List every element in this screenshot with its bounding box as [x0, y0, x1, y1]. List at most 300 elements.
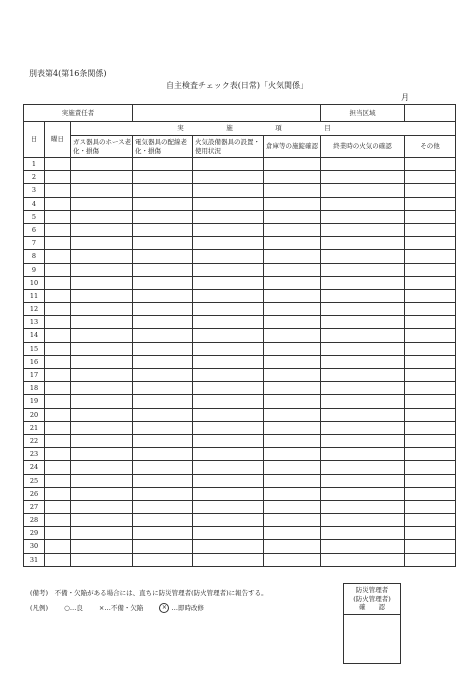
check-cell[interactable] — [264, 408, 321, 421]
check-cell[interactable] — [321, 487, 405, 500]
check-cell[interactable] — [321, 263, 405, 276]
check-cell[interactable] — [264, 250, 321, 263]
check-cell[interactable] — [321, 210, 405, 223]
check-cell[interactable] — [71, 514, 133, 527]
check-cell[interactable] — [264, 355, 321, 368]
day-number: 10 — [24, 276, 45, 289]
weekday-cell[interactable] — [45, 158, 71, 171]
table-row — [24, 303, 456, 316]
check-cell[interactable] — [264, 276, 321, 289]
check-cell[interactable] — [405, 329, 456, 342]
legend-good: ○…良 — [64, 604, 83, 612]
weekday-cell[interactable] — [45, 184, 71, 197]
check-cell[interactable] — [264, 369, 321, 382]
day-number: 29 — [24, 527, 45, 540]
check-cell[interactable] — [321, 434, 405, 447]
item-header-electric-wiring: 電気器具の配線老化・損傷 — [133, 136, 193, 158]
item-header-row — [24, 136, 456, 158]
check-cell[interactable] — [321, 369, 405, 382]
day-number: 22 — [24, 434, 45, 447]
check-cell[interactable] — [321, 342, 405, 355]
check-cell[interactable] — [321, 395, 405, 408]
check-cell[interactable] — [405, 303, 456, 316]
check-cell[interactable] — [264, 158, 321, 171]
check-cell[interactable] — [193, 223, 264, 236]
table-row — [24, 355, 456, 368]
inspector-field[interactable] — [133, 105, 321, 122]
check-cell[interactable] — [193, 408, 264, 421]
check-cell[interactable] — [264, 210, 321, 223]
table-row — [24, 263, 456, 276]
check-cell[interactable] — [264, 540, 321, 553]
weekday-cell[interactable] — [45, 355, 71, 368]
check-cell[interactable] — [405, 289, 456, 302]
weekday-cell[interactable] — [45, 487, 71, 500]
check-cell[interactable] — [264, 303, 321, 316]
day-number: 7 — [24, 237, 45, 250]
check-cell[interactable] — [193, 158, 264, 171]
check-cell[interactable] — [71, 553, 133, 566]
check-cell[interactable] — [264, 382, 321, 395]
legend-prefix: (凡例) — [30, 604, 49, 612]
check-cell[interactable] — [321, 237, 405, 250]
check-cell[interactable] — [321, 500, 405, 513]
check-cell[interactable] — [264, 421, 321, 434]
check-cell[interactable] — [133, 461, 193, 474]
check-cell[interactable] — [405, 250, 456, 263]
check-cell[interactable] — [405, 369, 456, 382]
check-cell[interactable] — [264, 223, 321, 236]
check-cell[interactable] — [193, 171, 264, 184]
area-label: 担当区域 — [321, 105, 405, 122]
check-cell[interactable] — [193, 316, 264, 329]
table-row — [24, 158, 456, 171]
check-cell[interactable] — [193, 329, 264, 342]
check-cell[interactable] — [405, 382, 456, 395]
check-cell[interactable] — [133, 303, 193, 316]
check-cell[interactable] — [405, 474, 456, 487]
table-row — [24, 223, 456, 236]
day-number: 26 — [24, 487, 45, 500]
check-cell[interactable] — [264, 514, 321, 527]
day-number: 25 — [24, 474, 45, 487]
check-cell[interactable] — [193, 434, 264, 447]
check-cell[interactable] — [321, 527, 405, 540]
check-cell[interactable] — [133, 250, 193, 263]
check-cell[interactable] — [133, 421, 193, 434]
remark-note: (備考) 不備・欠陥がある場合には、直ちに防災管理者(防火管理者)に報告する。 — [30, 589, 268, 597]
check-cell[interactable] — [321, 355, 405, 368]
weekday-cell[interactable] — [45, 553, 71, 566]
check-cell[interactable] — [133, 184, 193, 197]
implementation-items-header: 実 施 項 目 — [71, 122, 456, 136]
check-cell[interactable] — [264, 237, 321, 250]
weekday-cell[interactable] — [45, 408, 71, 421]
check-cell[interactable] — [264, 527, 321, 540]
check-cell[interactable] — [321, 276, 405, 289]
check-cell[interactable] — [71, 408, 133, 421]
check-cell[interactable] — [321, 329, 405, 342]
month-label: 月 — [401, 93, 409, 102]
check-cell[interactable] — [405, 448, 456, 461]
check-cell[interactable] — [193, 289, 264, 302]
check-cell[interactable] — [71, 500, 133, 513]
check-cell[interactable] — [71, 329, 133, 342]
day-number: 21 — [24, 421, 45, 434]
check-cell[interactable] — [193, 487, 264, 500]
check-cell[interactable] — [193, 448, 264, 461]
day-number: 9 — [24, 263, 45, 276]
check-cell[interactable] — [133, 158, 193, 171]
check-cell[interactable] — [133, 316, 193, 329]
check-cell[interactable] — [71, 263, 133, 276]
confirm-line-3: 確 認 — [359, 603, 385, 612]
area-field[interactable] — [405, 105, 456, 122]
legend — [30, 603, 218, 613]
check-cell[interactable] — [264, 448, 321, 461]
check-cell[interactable] — [133, 210, 193, 223]
check-cell[interactable] — [133, 329, 193, 342]
check-cell[interactable] — [71, 434, 133, 447]
check-cell[interactable] — [193, 263, 264, 276]
check-cell[interactable] — [133, 500, 193, 513]
weekday-cell[interactable] — [45, 540, 71, 553]
check-cell[interactable] — [133, 263, 193, 276]
check-cell[interactable] — [321, 474, 405, 487]
table-row — [24, 342, 456, 355]
table-row — [24, 514, 456, 527]
table-row — [24, 527, 456, 540]
day-number: 17 — [24, 369, 45, 382]
check-cell[interactable] — [405, 171, 456, 184]
check-cell[interactable] — [133, 474, 193, 487]
check-cell[interactable] — [193, 369, 264, 382]
table-row — [24, 553, 456, 566]
weekday-cell[interactable] — [45, 289, 71, 302]
weekday-cell[interactable] — [45, 276, 71, 289]
item-header-gas-hose: ガス器具のホース老化・損傷 — [71, 136, 133, 158]
day-number: 15 — [24, 342, 45, 355]
day-number: 2 — [24, 171, 45, 184]
day-number: 31 — [24, 553, 45, 566]
weekday-cell[interactable] — [45, 514, 71, 527]
item-header-other: その他 — [405, 136, 456, 158]
day-number: 24 — [24, 461, 45, 474]
table-row — [24, 434, 456, 447]
day-number: 4 — [24, 197, 45, 210]
check-cell[interactable] — [321, 250, 405, 263]
check-cell[interactable] — [405, 342, 456, 355]
weekday-cell[interactable] — [45, 369, 71, 382]
page-title: 自主検査チェック表(日常)「火気関係」 — [165, 81, 308, 90]
check-cell[interactable] — [193, 382, 264, 395]
check-cell[interactable] — [264, 461, 321, 474]
table-row — [24, 500, 456, 513]
check-cell[interactable] — [193, 197, 264, 210]
weekday-cell[interactable] — [45, 342, 71, 355]
check-cell[interactable] — [264, 329, 321, 342]
day-number: 28 — [24, 514, 45, 527]
inspector-label: 実施責任者 — [24, 105, 133, 122]
check-cell[interactable] — [71, 474, 133, 487]
check-cell[interactable] — [193, 540, 264, 553]
check-cell[interactable] — [405, 237, 456, 250]
weekday-cell[interactable] — [45, 421, 71, 434]
check-cell[interactable] — [133, 514, 193, 527]
form-reference: 別表第4(第16条関係) — [29, 69, 107, 78]
weekday-cell[interactable] — [45, 382, 71, 395]
check-cell[interactable] — [71, 303, 133, 316]
check-cell[interactable] — [321, 197, 405, 210]
check-cell[interactable] — [133, 553, 193, 566]
check-cell[interactable] — [71, 448, 133, 461]
check-cell[interactable] — [71, 289, 133, 302]
check-cell[interactable] — [133, 527, 193, 540]
check-cell[interactable] — [405, 158, 456, 171]
table-row — [24, 316, 456, 329]
check-cell[interactable] — [133, 171, 193, 184]
check-cell[interactable] — [264, 316, 321, 329]
table-row — [24, 474, 456, 487]
weekday-cell[interactable] — [45, 250, 71, 263]
check-cell[interactable] — [71, 197, 133, 210]
check-cell[interactable] — [405, 395, 456, 408]
check-cell[interactable] — [193, 250, 264, 263]
day-number: 3 — [24, 184, 45, 197]
check-cell[interactable] — [71, 184, 133, 197]
check-cell[interactable] — [71, 210, 133, 223]
check-cell[interactable] — [133, 448, 193, 461]
weekday-cell[interactable] — [45, 316, 71, 329]
check-cell[interactable] — [264, 263, 321, 276]
check-cell[interactable] — [321, 158, 405, 171]
table-row — [24, 184, 456, 197]
check-cell[interactable] — [133, 382, 193, 395]
check-cell[interactable] — [264, 500, 321, 513]
check-cell[interactable] — [193, 514, 264, 527]
table-row — [24, 421, 456, 434]
check-cell[interactable] — [405, 527, 456, 540]
check-cell[interactable] — [321, 171, 405, 184]
day-number: 6 — [24, 223, 45, 236]
check-cell[interactable] — [405, 184, 456, 197]
check-cell[interactable] — [193, 210, 264, 223]
check-cell[interactable] — [193, 355, 264, 368]
table-row — [24, 276, 456, 289]
check-cell[interactable] — [71, 223, 133, 236]
check-cell[interactable] — [264, 289, 321, 302]
day-number: 16 — [24, 355, 45, 368]
check-cell[interactable] — [405, 461, 456, 474]
day-number: 19 — [24, 395, 45, 408]
check-cell[interactable] — [71, 158, 133, 171]
check-cell[interactable] — [71, 276, 133, 289]
check-cell[interactable] — [405, 408, 456, 421]
day-number: 5 — [24, 210, 45, 223]
check-cell[interactable] — [193, 276, 264, 289]
check-cell[interactable] — [71, 527, 133, 540]
check-cell[interactable] — [133, 395, 193, 408]
check-cell[interactable] — [133, 369, 193, 382]
check-cell[interactable] — [405, 197, 456, 210]
check-cell[interactable] — [193, 500, 264, 513]
weekday-cell[interactable] — [45, 197, 71, 210]
check-cell[interactable] — [133, 197, 193, 210]
check-cell[interactable] — [321, 421, 405, 434]
check-cell[interactable] — [405, 210, 456, 223]
table-row — [24, 448, 456, 461]
check-cell[interactable] — [71, 487, 133, 500]
check-cell[interactable] — [405, 276, 456, 289]
weekday-cell[interactable] — [45, 527, 71, 540]
check-cell[interactable] — [405, 316, 456, 329]
check-cell[interactable] — [405, 263, 456, 276]
check-cell[interactable] — [405, 421, 456, 434]
check-cell[interactable] — [405, 223, 456, 236]
check-cell[interactable] — [133, 276, 193, 289]
check-cell[interactable] — [405, 355, 456, 368]
check-cell[interactable] — [193, 461, 264, 474]
check-cell[interactable] — [193, 395, 264, 408]
check-cell[interactable] — [321, 448, 405, 461]
info-row — [24, 105, 456, 122]
check-cell[interactable] — [71, 461, 133, 474]
check-cell[interactable] — [405, 553, 456, 566]
check-cell[interactable] — [321, 184, 405, 197]
check-cell[interactable] — [71, 355, 133, 368]
check-cell[interactable] — [264, 434, 321, 447]
weekday-header: 曜日 — [45, 122, 71, 158]
check-cell[interactable] — [193, 553, 264, 566]
day-number: 18 — [24, 382, 45, 395]
check-cell[interactable] — [321, 316, 405, 329]
check-cell[interactable] — [264, 184, 321, 197]
table-row — [24, 289, 456, 302]
check-cell[interactable] — [321, 461, 405, 474]
check-cell[interactable] — [193, 342, 264, 355]
weekday-cell[interactable] — [45, 171, 71, 184]
table-row — [24, 369, 456, 382]
check-cell[interactable] — [321, 223, 405, 236]
day-number: 8 — [24, 250, 45, 263]
weekday-cell[interactable] — [45, 448, 71, 461]
check-cell[interactable] — [264, 342, 321, 355]
check-cell[interactable] — [321, 514, 405, 527]
manager-confirm-box — [343, 583, 401, 664]
weekday-cell[interactable] — [45, 500, 71, 513]
check-cell[interactable] — [264, 197, 321, 210]
confirm-stamp-field[interactable] — [344, 615, 401, 664]
check-cell[interactable] — [321, 540, 405, 553]
circled-x-icon: × — [159, 603, 169, 613]
check-cell[interactable] — [71, 395, 133, 408]
weekday-cell[interactable] — [45, 263, 71, 276]
table-row — [24, 171, 456, 184]
check-cell[interactable] — [133, 289, 193, 302]
check-cell[interactable] — [133, 355, 193, 368]
check-cell[interactable] — [264, 395, 321, 408]
table-row — [24, 250, 456, 263]
check-cell[interactable] — [193, 184, 264, 197]
item-header-warehouse-lock: 倉庫等の施錠確認 — [264, 136, 321, 158]
check-cell[interactable] — [405, 540, 456, 553]
table-row — [24, 395, 456, 408]
day-number: 11 — [24, 289, 45, 302]
check-cell[interactable] — [71, 382, 133, 395]
check-cell[interactable] — [321, 382, 405, 395]
confirm-line-1: 防災管理者 — [355, 585, 389, 594]
weekday-cell[interactable] — [45, 395, 71, 408]
check-cell[interactable] — [405, 514, 456, 527]
weekday-cell[interactable] — [45, 223, 71, 236]
check-cell[interactable] — [321, 408, 405, 421]
check-cell[interactable] — [133, 487, 193, 500]
check-cell[interactable] — [133, 434, 193, 447]
check-cell[interactable] — [71, 237, 133, 250]
weekday-cell[interactable] — [45, 303, 71, 316]
check-cell[interactable] — [133, 408, 193, 421]
check-cell[interactable] — [133, 223, 193, 236]
weekday-cell[interactable] — [45, 461, 71, 474]
check-cell[interactable] — [133, 237, 193, 250]
check-cell[interactable] — [133, 540, 193, 553]
weekday-cell[interactable] — [45, 210, 71, 223]
check-cell[interactable] — [71, 540, 133, 553]
weekday-cell[interactable] — [45, 329, 71, 342]
checklist-table — [23, 104, 456, 567]
check-cell[interactable] — [71, 250, 133, 263]
item-header-fire-equipment: 火気設備器具の設置・使用状況 — [193, 136, 264, 158]
day-number: 20 — [24, 408, 45, 421]
check-cell[interactable] — [193, 237, 264, 250]
check-cell[interactable] — [133, 342, 193, 355]
legend-fix-text: …即時改修 — [171, 604, 204, 612]
day-number: 14 — [24, 329, 45, 342]
check-cell[interactable] — [71, 316, 133, 329]
table-row — [24, 408, 456, 421]
check-cell[interactable] — [193, 527, 264, 540]
legend-immediate-fix — [159, 603, 204, 613]
group-header-row — [24, 122, 456, 136]
check-cell[interactable] — [264, 474, 321, 487]
weekday-cell[interactable] — [45, 237, 71, 250]
check-cell[interactable] — [405, 487, 456, 500]
table-row — [24, 329, 456, 342]
check-cell[interactable] — [405, 434, 456, 447]
check-cell[interactable] — [193, 303, 264, 316]
weekday-cell[interactable] — [45, 474, 71, 487]
check-cell[interactable] — [71, 369, 133, 382]
check-cell[interactable] — [321, 289, 405, 302]
day-number: 13 — [24, 316, 45, 329]
check-cell[interactable] — [264, 487, 321, 500]
check-cell[interactable] — [321, 303, 405, 316]
confirm-line-2: (防火管理者) — [353, 594, 391, 603]
check-cell[interactable] — [321, 553, 405, 566]
item-header-closing-fire-check: 終業時の火気の確認 — [321, 136, 405, 158]
check-cell[interactable] — [264, 171, 321, 184]
check-cell[interactable] — [71, 342, 133, 355]
check-cell[interactable] — [71, 171, 133, 184]
check-cell[interactable] — [264, 553, 321, 566]
check-cell[interactable] — [193, 421, 264, 434]
table-row — [24, 197, 456, 210]
check-cell[interactable] — [71, 421, 133, 434]
weekday-cell[interactable] — [45, 434, 71, 447]
check-cell[interactable] — [193, 474, 264, 487]
legend-bad: ×…不備・欠陥 — [98, 604, 144, 612]
check-cell[interactable] — [405, 500, 456, 513]
